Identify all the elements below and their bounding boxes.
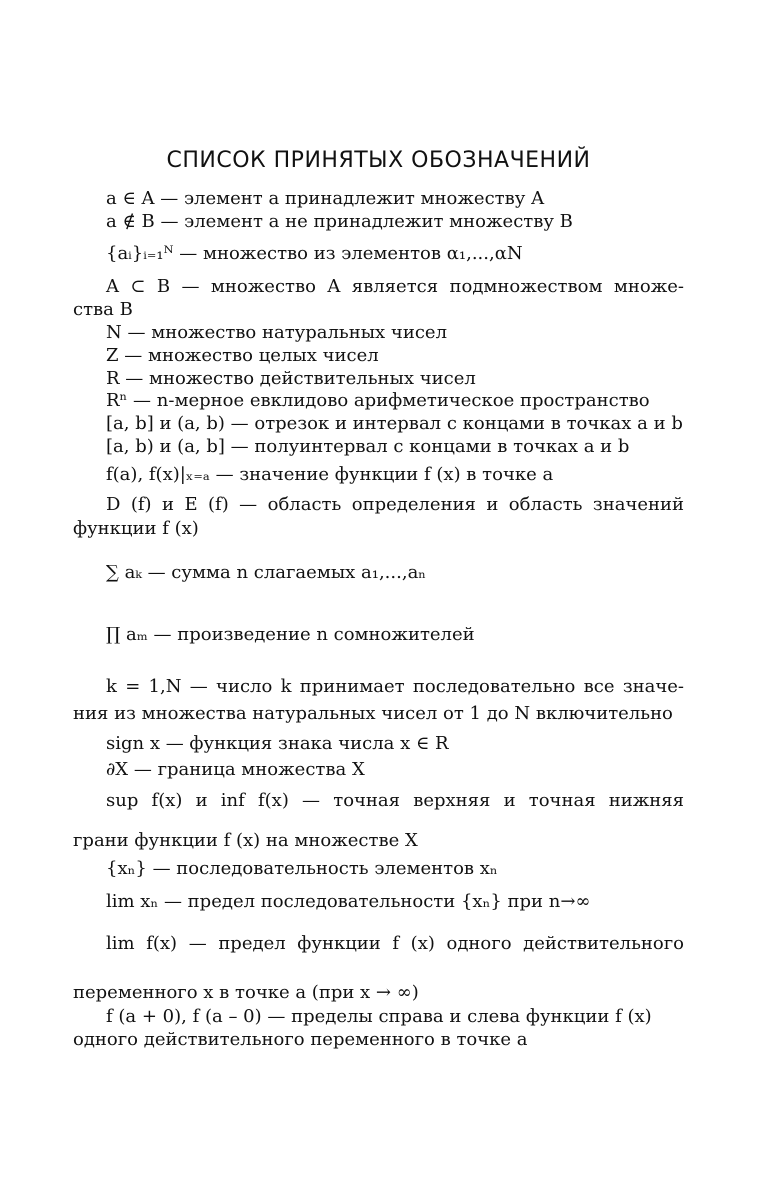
notation-line-21b: переменного x в точке a (при x → ∞) <box>73 982 419 1003</box>
notation-line-10: [a, b) и (a, b] — полуинтервал с концами в точках a и b <box>106 436 630 457</box>
notation-line-3: {aᵢ}ᵢ₌₁ᴺ — множество из элементов α₁,...,αN <box>106 243 523 264</box>
notation-line-8: Rⁿ — n-мерное евклидово арифметическое пространство <box>106 390 650 411</box>
notation-line-4a: A ⊂ B — множество A является подмножеством множе- <box>106 276 684 297</box>
notation-line-14: ∏ aₘ — произведение n сомножителей <box>106 624 475 645</box>
notation-line-18a: sup f(x) и inf f(x) — точная верхняя и точная нижняя <box>106 790 684 811</box>
notation-line-15a: k = 1,N — число k принимает последовательно все значе- <box>106 676 684 697</box>
notation-line-1: a ∈ A — элемент a принадлежит множеству A <box>106 188 545 209</box>
notation-line-11: f(a), f(x)|ₓ₌ₐ — значение функции f (x) в точке a <box>106 464 554 485</box>
notation-line-12a: D (f) и E (f) — область определения и область значений <box>106 494 684 515</box>
notation-line-4b: ства B <box>73 299 133 320</box>
notation-line-19: {xₙ} — последовательность элементов xₙ <box>106 858 498 879</box>
notation-line-22a: f (a + 0), f (a – 0) — пределы справа и слева функции f (x) <box>106 1006 652 1027</box>
notation-line-5: N — множество натуральных чисел <box>106 322 447 343</box>
notation-line-9: [a, b] и (a, b) — отрезок и интервал с концами в точках a и b <box>106 413 683 434</box>
notation-line-15b: ния из множества натуральных чисел от 1 до N включительно <box>73 703 673 724</box>
notation-line-18b: грани функции f (x) на множестве X <box>73 830 418 851</box>
notation-line-16: sign x — функция знака числа x ∈ R <box>106 733 449 754</box>
notation-line-22b: одного действительного переменного в точке a <box>73 1029 528 1050</box>
notation-line-20: lim xₙ — предел последовательности {xₙ} при n→∞ <box>106 891 591 912</box>
notation-line-6: Z — множество целых чисел <box>106 345 379 366</box>
notation-line-2: a ∉ B — элемент a не принадлежит множеству B <box>106 211 573 232</box>
notation-line-21a: lim f(x) — предел функции f (x) одного действительного <box>106 933 684 954</box>
notation-line-17: ∂X — граница множества X <box>106 759 365 780</box>
notation-line-7: R — множество действительных чисел <box>106 368 476 389</box>
notation-line-13: ∑ aₖ — сумма n слагаемых a₁,...,aₙ <box>106 562 427 583</box>
notation-line-12b: функции f (x) <box>73 518 199 539</box>
page-title: СПИСОК ПРИНЯТЫХ ОБОЗНАЧЕНИЙ <box>166 148 591 173</box>
